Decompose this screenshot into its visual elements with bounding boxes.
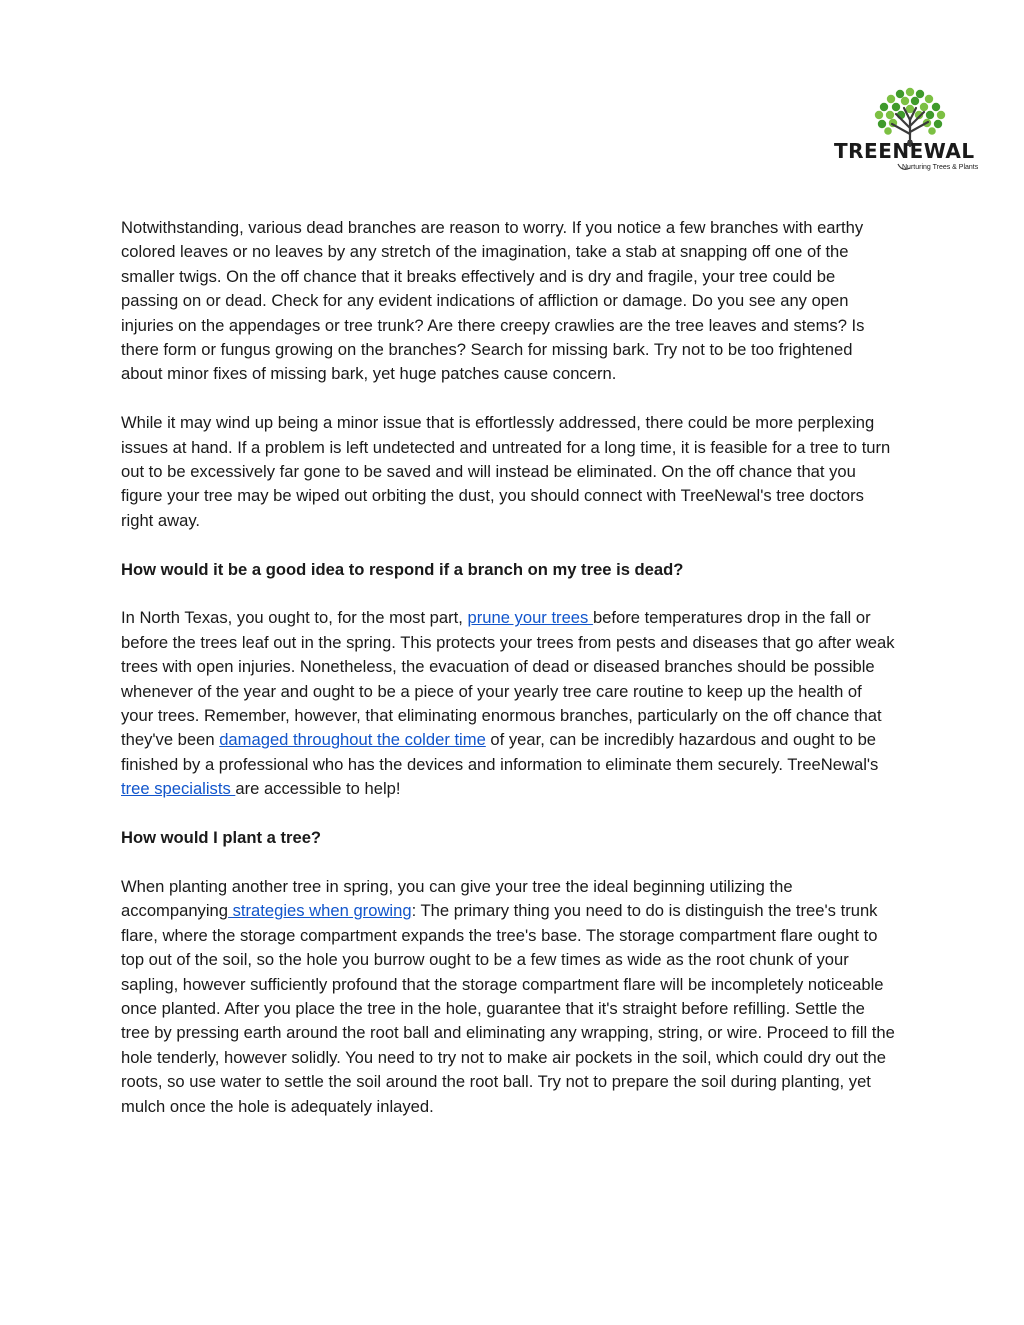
tree-specialists-link[interactable]: tree specialists [121,779,236,799]
heading-plant-tree: How would I plant a tree? [121,828,322,848]
paragraph-text: are accessible to help! [235,779,401,799]
damaged-colder-time-link[interactable]: damaged throughout the colder time [219,730,486,750]
treenewal-logo [832,84,988,174]
strategies-when-growing-link[interactable]: strategies when growing [228,901,412,921]
paragraph-text: : The primary thing you need to do is distinguish the tree's trunk flare, where the storage compartment expands the tree's base. The storage compartment flare ought to top out of the soil, so the hole you burrow ought to be a few times as wide as the root chunk of your sapling, however sufficiently profound that the storage compartment flare will be incompletely noticeable once planted. After you place the tree in the hole, guarantee that it's straight before refilling. Settle the tree by pressing earth around the root ball and eliminating any wrapping, string, or wire. Proceed to fill the hole tenderly, however solidly. You need to try not to make air pockets in the soil, which could dry out the roots, so use water to settle the soil around the root ball. Try not to prepare the soil during planting, yet mulch once the hole is adequately inlayed. [121,901,895,1116]
paragraph-text: of year, can be incredibly hazardous and ought to be finished by a professional who has the devices and information to eliminate them securely. TreeNewal's [121,730,879,774]
paragraph-text: When planting another tree in spring, you can give your tree the ideal beginning utilizing the accompanying [121,876,793,921]
paragraph-dead-branches: Notwithstanding, various dead branches are reason to worry. If you notice a few branches with earthy colored leaves or no leaves by any stretch of the imagination, take a stab at snapping off one of the smaller twigs. On the off chance that it breaks effectively and is dry and fragile, your tree could be passing on or dead. Check for any evident indications of affliction or damage. Do you see any open injuries on the appendages or tree trunk? Are there creepy crawlies are the tree leaves and stems? Is there form or fungus growing on the branches? Search for missing bark. Try not to be too frightened about minor fixes of missing bark, yet huge patches cause concern. [121,218,865,384]
paragraph-pruning [121,606,897,801]
logo-brand-text: TREENEWAL [834,139,975,163]
paragraph-minor-issue: While it may wind up being a minor issue that is effortlessly addressed, there could be more perplexing issues at hand. If a problem is left undetected and untreated for a long time, it is feasible for a tree to turn out to be excessively far gone to be saved and will instead be eliminated. On the off chance that you figure your tree may be wiped out orbiting the dust, you should connect with TreeNewal's tree doctors right away. [121,413,891,530]
paragraph-text: before temperatures drop in the fall or before the trees leaf out in the spring. This protects your trees from pests and diseases that go after weak trees with open injuries. Nonetheless, the evacuation of dead or diseased branches should be possible whenever of the year and ought to be a piece of your yearly tree care routine to keep up the health of your trees. Remember, however, that eliminating enormous branches, particularly on the off chance that they've been [121,608,895,750]
paragraph-planting [121,875,897,1119]
article-body [121,216,897,1143]
tree-logo-icon [832,84,988,174]
prune-your-trees-link[interactable]: prune your trees [467,608,593,628]
heading-dead-branch: How would it be a good idea to respond if a branch on my tree is dead? [121,559,684,579]
paragraph-text: In North Texas, you ought to, for the most part, [121,608,468,628]
logo-tagline: Nurturing Trees & Plants [902,164,979,171]
